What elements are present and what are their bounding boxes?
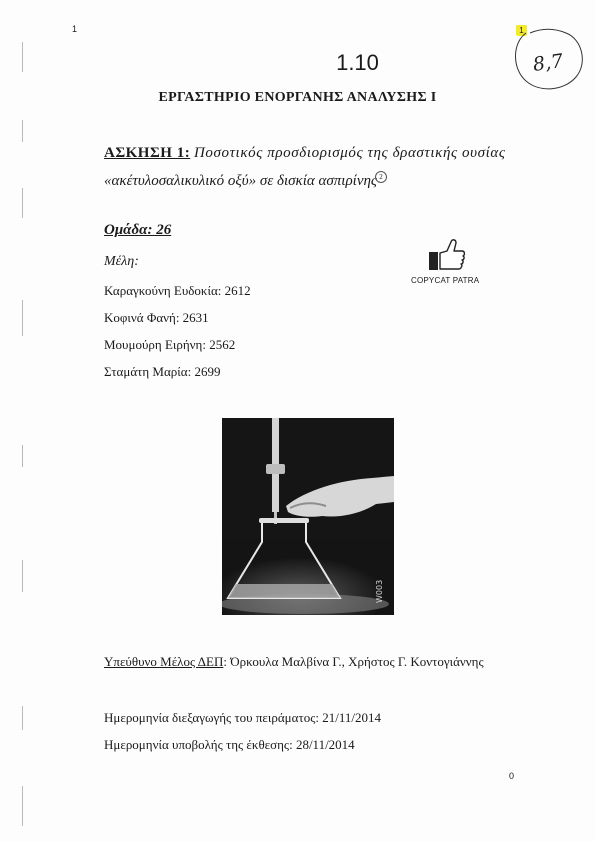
submission-date: Ημερομηνία υποβολής της έκθεσης: 28/11/2014	[104, 737, 355, 752]
member-item: Καραγκούνη Ευδοκία: 2612	[104, 283, 251, 298]
scan-edge-line	[22, 706, 23, 730]
scan-edge-line	[22, 560, 23, 592]
supervisor-colon: :	[223, 654, 231, 669]
titration-photo	[222, 418, 394, 615]
stamp-caption: COPYCAT PATRA	[411, 276, 480, 285]
page-badge: 1	[516, 25, 527, 36]
scan-edge-line	[22, 188, 23, 218]
supervisor-names: Όρκουλα Μαλβίνα Γ., Χρήστος Γ. Κοντογιάννης	[230, 654, 484, 669]
lab-title: ΕΡΓΑΣΤΗΡΙΟ ΕΝΟΡΓΑΝΗΣ ΑΝΑΛΥΣΗΣ Ι	[158, 90, 437, 105]
thumbs-up-icon	[426, 238, 466, 274]
page-number: 0	[509, 771, 515, 781]
exercise-title-text-2: «ακέτυλοσαλικυλικό οξύ» σε δισκία ασπιρίνης	[104, 173, 378, 189]
photo-watermark: W003	[375, 579, 384, 603]
member-item: Κοφινά Φανή: 2631	[104, 310, 209, 325]
scan-edge-line	[22, 300, 23, 336]
titration-illustration	[222, 418, 394, 615]
supervisor-line	[104, 654, 484, 670]
exercise-title-line-1	[104, 145, 524, 162]
scan-edge-line	[22, 120, 23, 142]
member-item: Σταμάτη Μαρία: 2699	[104, 364, 221, 379]
grade-text: 8,7	[531, 50, 565, 76]
exercise-title-line-2	[104, 171, 387, 190]
supervisor-label: Υπεύθυνο Μέλος ΔΕΠ	[104, 654, 224, 669]
exercise-label: ΑΣΚΗΣΗ 1:	[104, 145, 191, 161]
members-label: Μέλη:	[104, 254, 139, 269]
member-item: Μουμούρη Ειρήνη: 2562	[104, 337, 236, 352]
corner-number: 1	[72, 24, 78, 34]
scan-edge-line	[22, 445, 23, 467]
exercise-title-text: Ποσοτικός προσδιορισμός της δραστικής ουσίας	[193, 145, 506, 161]
annotation-mark: 2	[375, 171, 387, 183]
experiment-date: Ημερομηνία διεξαγωγής του πειράματος: 21/11/2014	[104, 710, 381, 725]
scan-edge-line	[22, 786, 23, 826]
document-number: 1.10	[336, 50, 379, 75]
group-label: Ομάδα: 26	[104, 222, 172, 238]
